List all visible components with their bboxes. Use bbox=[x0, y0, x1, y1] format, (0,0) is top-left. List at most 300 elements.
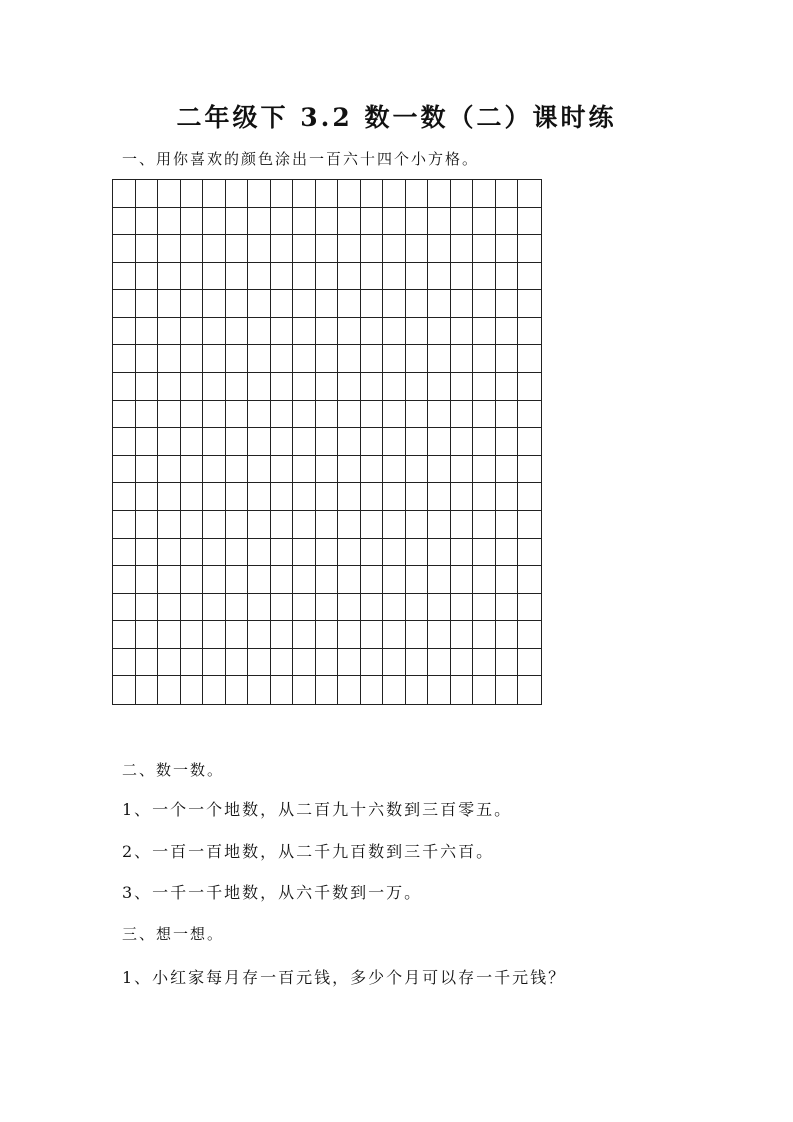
grid-cell[interactable] bbox=[428, 566, 451, 594]
grid-cell[interactable] bbox=[271, 235, 294, 263]
grid-cell[interactable] bbox=[203, 539, 226, 567]
grid-cell[interactable] bbox=[383, 373, 406, 401]
grid-cell[interactable] bbox=[428, 208, 451, 236]
grid-cell[interactable] bbox=[428, 290, 451, 318]
grid-cell[interactable] bbox=[293, 235, 316, 263]
grid-cell[interactable] bbox=[361, 208, 384, 236]
grid-cell[interactable] bbox=[316, 401, 339, 429]
grid-cell[interactable] bbox=[473, 345, 496, 373]
grid-cell[interactable] bbox=[518, 208, 541, 236]
grid-cell[interactable] bbox=[383, 318, 406, 346]
grid-cell[interactable] bbox=[203, 456, 226, 484]
grid-cell[interactable] bbox=[181, 318, 204, 346]
grid-cell[interactable] bbox=[518, 180, 541, 208]
grid-cell[interactable] bbox=[248, 318, 271, 346]
grid-cell[interactable] bbox=[181, 676, 204, 704]
grid-cell[interactable] bbox=[158, 208, 181, 236]
grid-cell[interactable] bbox=[428, 649, 451, 677]
grid-cell[interactable] bbox=[271, 401, 294, 429]
grid-cell[interactable] bbox=[293, 401, 316, 429]
grid-cell[interactable] bbox=[271, 318, 294, 346]
grid-cell[interactable] bbox=[451, 428, 474, 456]
grid-cell[interactable] bbox=[361, 180, 384, 208]
grid-cell[interactable] bbox=[496, 345, 519, 373]
grid-cell[interactable] bbox=[203, 345, 226, 373]
grid-cell[interactable] bbox=[113, 235, 136, 263]
grid-cell[interactable] bbox=[518, 290, 541, 318]
grid-cell[interactable] bbox=[181, 208, 204, 236]
grid-cell[interactable] bbox=[226, 511, 249, 539]
grid-cell[interactable] bbox=[316, 345, 339, 373]
grid-cell[interactable] bbox=[271, 290, 294, 318]
grid-cell[interactable] bbox=[181, 263, 204, 291]
grid-cell[interactable] bbox=[113, 594, 136, 622]
grid-cell[interactable] bbox=[113, 208, 136, 236]
grid-cell[interactable] bbox=[293, 263, 316, 291]
grid-cell[interactable] bbox=[271, 345, 294, 373]
grid-cell[interactable] bbox=[316, 373, 339, 401]
grid-cell[interactable] bbox=[113, 263, 136, 291]
grid-cell[interactable] bbox=[428, 428, 451, 456]
grid-cell[interactable] bbox=[383, 290, 406, 318]
grid-cell[interactable] bbox=[316, 566, 339, 594]
grid-cell[interactable] bbox=[203, 318, 226, 346]
grid-cell[interactable] bbox=[181, 483, 204, 511]
grid-cell[interactable] bbox=[316, 511, 339, 539]
grid-cell[interactable] bbox=[136, 649, 159, 677]
grid-cell[interactable] bbox=[451, 621, 474, 649]
grid-cell[interactable] bbox=[293, 208, 316, 236]
grid-cell[interactable] bbox=[383, 428, 406, 456]
grid-cell[interactable] bbox=[361, 290, 384, 318]
grid-cell[interactable] bbox=[451, 263, 474, 291]
grid-cell[interactable] bbox=[181, 180, 204, 208]
grid-cell[interactable] bbox=[226, 290, 249, 318]
grid-cell[interactable] bbox=[136, 621, 159, 649]
grid-cell[interactable] bbox=[203, 263, 226, 291]
grid-cell[interactable] bbox=[113, 345, 136, 373]
grid-cell[interactable] bbox=[338, 180, 361, 208]
grid-cell[interactable] bbox=[428, 180, 451, 208]
grid-cell[interactable] bbox=[158, 373, 181, 401]
grid-cell[interactable] bbox=[316, 676, 339, 704]
grid-cell[interactable] bbox=[293, 428, 316, 456]
grid-cell[interactable] bbox=[383, 511, 406, 539]
grid-cell[interactable] bbox=[203, 180, 226, 208]
grid-cell[interactable] bbox=[203, 676, 226, 704]
grid-cell[interactable] bbox=[226, 235, 249, 263]
grid-cell[interactable] bbox=[271, 263, 294, 291]
grid-cell[interactable] bbox=[428, 373, 451, 401]
grid-cell[interactable] bbox=[361, 345, 384, 373]
grid-cell[interactable] bbox=[181, 511, 204, 539]
grid-cell[interactable] bbox=[136, 594, 159, 622]
grid-cell[interactable] bbox=[226, 539, 249, 567]
grid-cell[interactable] bbox=[361, 456, 384, 484]
grid-cell[interactable] bbox=[248, 539, 271, 567]
grid-cell[interactable] bbox=[338, 428, 361, 456]
grid-cell[interactable] bbox=[293, 456, 316, 484]
grid-cell[interactable] bbox=[473, 676, 496, 704]
grid-cell[interactable] bbox=[158, 401, 181, 429]
grid-cell[interactable] bbox=[203, 373, 226, 401]
grid-cell[interactable] bbox=[361, 649, 384, 677]
grid-cell[interactable] bbox=[271, 539, 294, 567]
grid-cell[interactable] bbox=[406, 511, 429, 539]
grid-cell[interactable] bbox=[406, 373, 429, 401]
grid-cell[interactable] bbox=[518, 539, 541, 567]
grid-cell[interactable] bbox=[293, 566, 316, 594]
grid-cell[interactable] bbox=[338, 290, 361, 318]
grid-cell[interactable] bbox=[496, 235, 519, 263]
grid-cell[interactable] bbox=[203, 428, 226, 456]
grid-cell[interactable] bbox=[203, 483, 226, 511]
grid-cell[interactable] bbox=[158, 456, 181, 484]
grid-cell[interactable] bbox=[226, 456, 249, 484]
grid-cell[interactable] bbox=[248, 511, 271, 539]
grid-cell[interactable] bbox=[496, 649, 519, 677]
grid-cell[interactable] bbox=[383, 263, 406, 291]
grid-cell[interactable] bbox=[248, 649, 271, 677]
grid-cell[interactable] bbox=[271, 676, 294, 704]
grid-cell[interactable] bbox=[113, 428, 136, 456]
grid-cell[interactable] bbox=[496, 483, 519, 511]
grid-cell[interactable] bbox=[496, 401, 519, 429]
grid-cell[interactable] bbox=[518, 428, 541, 456]
grid-cell[interactable] bbox=[226, 208, 249, 236]
grid-cell[interactable] bbox=[451, 401, 474, 429]
grid-cell[interactable] bbox=[451, 649, 474, 677]
grid-cell[interactable] bbox=[338, 208, 361, 236]
grid-cell[interactable] bbox=[406, 318, 429, 346]
grid-cell[interactable] bbox=[518, 483, 541, 511]
grid-cell[interactable] bbox=[451, 676, 474, 704]
grid-cell[interactable] bbox=[293, 180, 316, 208]
grid-cell[interactable] bbox=[248, 180, 271, 208]
grid-cell[interactable] bbox=[496, 373, 519, 401]
grid-cell[interactable] bbox=[181, 539, 204, 567]
grid-cell[interactable] bbox=[203, 511, 226, 539]
grid-cell[interactable] bbox=[136, 318, 159, 346]
grid-cell[interactable] bbox=[226, 649, 249, 677]
grid-cell[interactable] bbox=[181, 290, 204, 318]
grid-cell[interactable] bbox=[226, 566, 249, 594]
grid-cell[interactable] bbox=[248, 235, 271, 263]
grid-cell[interactable] bbox=[248, 345, 271, 373]
grid-cell[interactable] bbox=[361, 263, 384, 291]
grid-cell[interactable] bbox=[226, 180, 249, 208]
grid-cell[interactable] bbox=[473, 511, 496, 539]
grid-cell[interactable] bbox=[271, 483, 294, 511]
grid-cell[interactable] bbox=[496, 621, 519, 649]
grid-cell[interactable] bbox=[406, 649, 429, 677]
grid-cell[interactable] bbox=[316, 235, 339, 263]
grid-cell[interactable] bbox=[271, 566, 294, 594]
grid-cell[interactable] bbox=[136, 428, 159, 456]
grid-cell[interactable] bbox=[113, 373, 136, 401]
grid-cell[interactable] bbox=[496, 676, 519, 704]
grid-cell[interactable] bbox=[136, 180, 159, 208]
grid-cell[interactable] bbox=[406, 235, 429, 263]
grid-cell[interactable] bbox=[293, 511, 316, 539]
grid-cell[interactable] bbox=[473, 290, 496, 318]
grid-cell[interactable] bbox=[226, 401, 249, 429]
grid-cell[interactable] bbox=[338, 566, 361, 594]
grid-cell[interactable] bbox=[248, 676, 271, 704]
grid-cell[interactable] bbox=[136, 566, 159, 594]
grid-cell[interactable] bbox=[361, 483, 384, 511]
grid-cell[interactable] bbox=[451, 208, 474, 236]
grid-cell[interactable] bbox=[361, 511, 384, 539]
grid-cell[interactable] bbox=[361, 428, 384, 456]
grid-cell[interactable] bbox=[248, 483, 271, 511]
grid-cell[interactable] bbox=[181, 345, 204, 373]
grid-cell[interactable] bbox=[518, 456, 541, 484]
grid-cell[interactable] bbox=[136, 676, 159, 704]
grid-cell[interactable] bbox=[473, 539, 496, 567]
grid-cell[interactable] bbox=[406, 345, 429, 373]
grid-cell[interactable] bbox=[271, 373, 294, 401]
grid-cell[interactable] bbox=[338, 621, 361, 649]
grid-cell[interactable] bbox=[473, 263, 496, 291]
grid-cell[interactable] bbox=[158, 676, 181, 704]
grid-cell[interactable] bbox=[428, 539, 451, 567]
grid-cell[interactable] bbox=[518, 594, 541, 622]
grid-cell[interactable] bbox=[496, 290, 519, 318]
grid-cell[interactable] bbox=[113, 456, 136, 484]
grid-cell[interactable] bbox=[293, 345, 316, 373]
grid-cell[interactable] bbox=[451, 373, 474, 401]
grid-cell[interactable] bbox=[496, 318, 519, 346]
grid-cell[interactable] bbox=[136, 483, 159, 511]
grid-cell[interactable] bbox=[428, 594, 451, 622]
grid-cell[interactable] bbox=[203, 290, 226, 318]
grid-cell[interactable] bbox=[316, 649, 339, 677]
grid-cell[interactable] bbox=[248, 456, 271, 484]
grid-cell[interactable] bbox=[406, 401, 429, 429]
grid-cell[interactable] bbox=[383, 649, 406, 677]
grid-cell[interactable] bbox=[181, 621, 204, 649]
grid-cell[interactable] bbox=[428, 235, 451, 263]
grid-cell[interactable] bbox=[338, 483, 361, 511]
grid-cell[interactable] bbox=[451, 511, 474, 539]
grid-cell[interactable] bbox=[158, 318, 181, 346]
grid-cell[interactable] bbox=[473, 621, 496, 649]
grid-cell[interactable] bbox=[473, 180, 496, 208]
grid-cell[interactable] bbox=[428, 676, 451, 704]
grid-cell[interactable] bbox=[158, 290, 181, 318]
grid-cell[interactable] bbox=[113, 483, 136, 511]
grid-cell[interactable] bbox=[518, 649, 541, 677]
grid-cell[interactable] bbox=[158, 428, 181, 456]
grid-cell[interactable] bbox=[226, 676, 249, 704]
grid-cell[interactable] bbox=[316, 318, 339, 346]
grid-cell[interactable] bbox=[383, 539, 406, 567]
grid-cell[interactable] bbox=[451, 456, 474, 484]
grid-cell[interactable] bbox=[428, 456, 451, 484]
grid-cell[interactable] bbox=[496, 456, 519, 484]
grid-cell[interactable] bbox=[473, 649, 496, 677]
grid-cell[interactable] bbox=[181, 428, 204, 456]
grid-cell[interactable] bbox=[136, 539, 159, 567]
grid-cell[interactable] bbox=[361, 235, 384, 263]
grid-cell[interactable] bbox=[113, 676, 136, 704]
grid-cell[interactable] bbox=[361, 566, 384, 594]
grid-cell[interactable] bbox=[316, 621, 339, 649]
grid-cell[interactable] bbox=[406, 290, 429, 318]
grid-cell[interactable] bbox=[158, 649, 181, 677]
grid-cell[interactable] bbox=[203, 594, 226, 622]
grid-cell[interactable] bbox=[136, 290, 159, 318]
grid-cell[interactable] bbox=[293, 483, 316, 511]
grid-cell[interactable] bbox=[248, 566, 271, 594]
grid-cell[interactable] bbox=[473, 456, 496, 484]
grid-cell[interactable] bbox=[113, 649, 136, 677]
grid-cell[interactable] bbox=[226, 621, 249, 649]
grid-cell[interactable] bbox=[158, 263, 181, 291]
grid-cell[interactable] bbox=[271, 621, 294, 649]
grid-cell[interactable] bbox=[271, 511, 294, 539]
grid-cell[interactable] bbox=[136, 373, 159, 401]
grid-cell[interactable] bbox=[113, 401, 136, 429]
grid-cell[interactable] bbox=[406, 621, 429, 649]
grid-cell[interactable] bbox=[473, 401, 496, 429]
grid-cell[interactable] bbox=[293, 621, 316, 649]
grid-cell[interactable] bbox=[248, 290, 271, 318]
grid-cell[interactable] bbox=[496, 511, 519, 539]
grid-cell[interactable] bbox=[451, 345, 474, 373]
grid-cell[interactable] bbox=[226, 428, 249, 456]
grid-cell[interactable] bbox=[428, 511, 451, 539]
grid-cell[interactable] bbox=[496, 263, 519, 291]
grid-cell[interactable] bbox=[316, 180, 339, 208]
grid-cell[interactable] bbox=[181, 401, 204, 429]
grid-cell[interactable] bbox=[383, 345, 406, 373]
grid-cell[interactable] bbox=[383, 456, 406, 484]
grid-cell[interactable] bbox=[338, 373, 361, 401]
grid-cell[interactable] bbox=[271, 208, 294, 236]
grid-cell[interactable] bbox=[203, 649, 226, 677]
grid-cell[interactable] bbox=[338, 235, 361, 263]
grid-cell[interactable] bbox=[518, 263, 541, 291]
grid-cell[interactable] bbox=[496, 539, 519, 567]
grid-cell[interactable] bbox=[383, 483, 406, 511]
grid-cell[interactable] bbox=[518, 401, 541, 429]
grid-cell[interactable] bbox=[203, 401, 226, 429]
grid-cell[interactable] bbox=[383, 566, 406, 594]
grid-cell[interactable] bbox=[226, 318, 249, 346]
grid-cell[interactable] bbox=[518, 566, 541, 594]
grid-cell[interactable] bbox=[271, 428, 294, 456]
grid-cell[interactable] bbox=[136, 235, 159, 263]
grid-cell[interactable] bbox=[338, 649, 361, 677]
grid-cell[interactable] bbox=[113, 180, 136, 208]
grid-cell[interactable] bbox=[136, 511, 159, 539]
grid-cell[interactable] bbox=[428, 483, 451, 511]
grid-cell[interactable] bbox=[226, 345, 249, 373]
grid-cell[interactable] bbox=[316, 456, 339, 484]
grid-cell[interactable] bbox=[473, 235, 496, 263]
grid-cell[interactable] bbox=[293, 318, 316, 346]
grid-cell[interactable] bbox=[361, 373, 384, 401]
grid-cell[interactable] bbox=[473, 594, 496, 622]
grid-cell[interactable] bbox=[361, 621, 384, 649]
grid-cell[interactable] bbox=[136, 401, 159, 429]
grid-cell[interactable] bbox=[428, 345, 451, 373]
grid-cell[interactable] bbox=[338, 511, 361, 539]
grid-cell[interactable] bbox=[406, 566, 429, 594]
grid-cell[interactable] bbox=[271, 649, 294, 677]
grid-cell[interactable] bbox=[248, 373, 271, 401]
grid-cell[interactable] bbox=[361, 318, 384, 346]
grid-cell[interactable] bbox=[338, 676, 361, 704]
grid-cell[interactable] bbox=[248, 594, 271, 622]
grid-cell[interactable] bbox=[473, 428, 496, 456]
grid-cell[interactable] bbox=[473, 318, 496, 346]
grid-cell[interactable] bbox=[316, 263, 339, 291]
grid-cell[interactable] bbox=[316, 290, 339, 318]
grid-cell[interactable] bbox=[158, 180, 181, 208]
grid-cell[interactable] bbox=[383, 235, 406, 263]
grid-cell[interactable] bbox=[203, 621, 226, 649]
grid-cell[interactable] bbox=[316, 428, 339, 456]
grid-cell[interactable] bbox=[338, 539, 361, 567]
grid-cell[interactable] bbox=[158, 345, 181, 373]
grid-cell[interactable] bbox=[203, 235, 226, 263]
grid-cell[interactable] bbox=[316, 208, 339, 236]
grid-cell[interactable] bbox=[473, 483, 496, 511]
grid-cell[interactable] bbox=[271, 180, 294, 208]
grid-cell[interactable] bbox=[113, 511, 136, 539]
grid-cell[interactable] bbox=[518, 345, 541, 373]
grid-cell[interactable] bbox=[361, 539, 384, 567]
grid-cell[interactable] bbox=[271, 456, 294, 484]
grid-cell[interactable] bbox=[226, 373, 249, 401]
grid-cell[interactable] bbox=[383, 208, 406, 236]
grid-cell[interactable] bbox=[496, 208, 519, 236]
grid-cell[interactable] bbox=[406, 456, 429, 484]
grid-cell[interactable] bbox=[293, 676, 316, 704]
grid-cell[interactable] bbox=[406, 180, 429, 208]
grid-cell[interactable] bbox=[158, 594, 181, 622]
grid-cell[interactable] bbox=[338, 401, 361, 429]
grid-cell[interactable] bbox=[158, 621, 181, 649]
grid-cell[interactable] bbox=[338, 318, 361, 346]
grid-cell[interactable] bbox=[136, 263, 159, 291]
grid-cell[interactable] bbox=[428, 621, 451, 649]
grid-cell[interactable] bbox=[136, 456, 159, 484]
grid-cell[interactable] bbox=[451, 594, 474, 622]
grid-cell[interactable] bbox=[113, 566, 136, 594]
grid-cell[interactable] bbox=[518, 318, 541, 346]
grid-cell[interactable] bbox=[113, 318, 136, 346]
grid-cell[interactable] bbox=[406, 539, 429, 567]
grid-cell[interactable] bbox=[293, 290, 316, 318]
grid-cell[interactable] bbox=[338, 456, 361, 484]
grid-cell[interactable] bbox=[271, 594, 294, 622]
grid-cell[interactable] bbox=[181, 649, 204, 677]
grid-cell[interactable] bbox=[316, 539, 339, 567]
grid-cell[interactable] bbox=[473, 208, 496, 236]
grid-cell[interactable] bbox=[518, 235, 541, 263]
grid-cell[interactable] bbox=[181, 456, 204, 484]
grid-cell[interactable] bbox=[226, 483, 249, 511]
grid-cell[interactable] bbox=[158, 483, 181, 511]
grid-cell[interactable] bbox=[158, 539, 181, 567]
grid-cell[interactable] bbox=[451, 290, 474, 318]
grid-cell[interactable] bbox=[451, 180, 474, 208]
grid-cell[interactable] bbox=[181, 235, 204, 263]
